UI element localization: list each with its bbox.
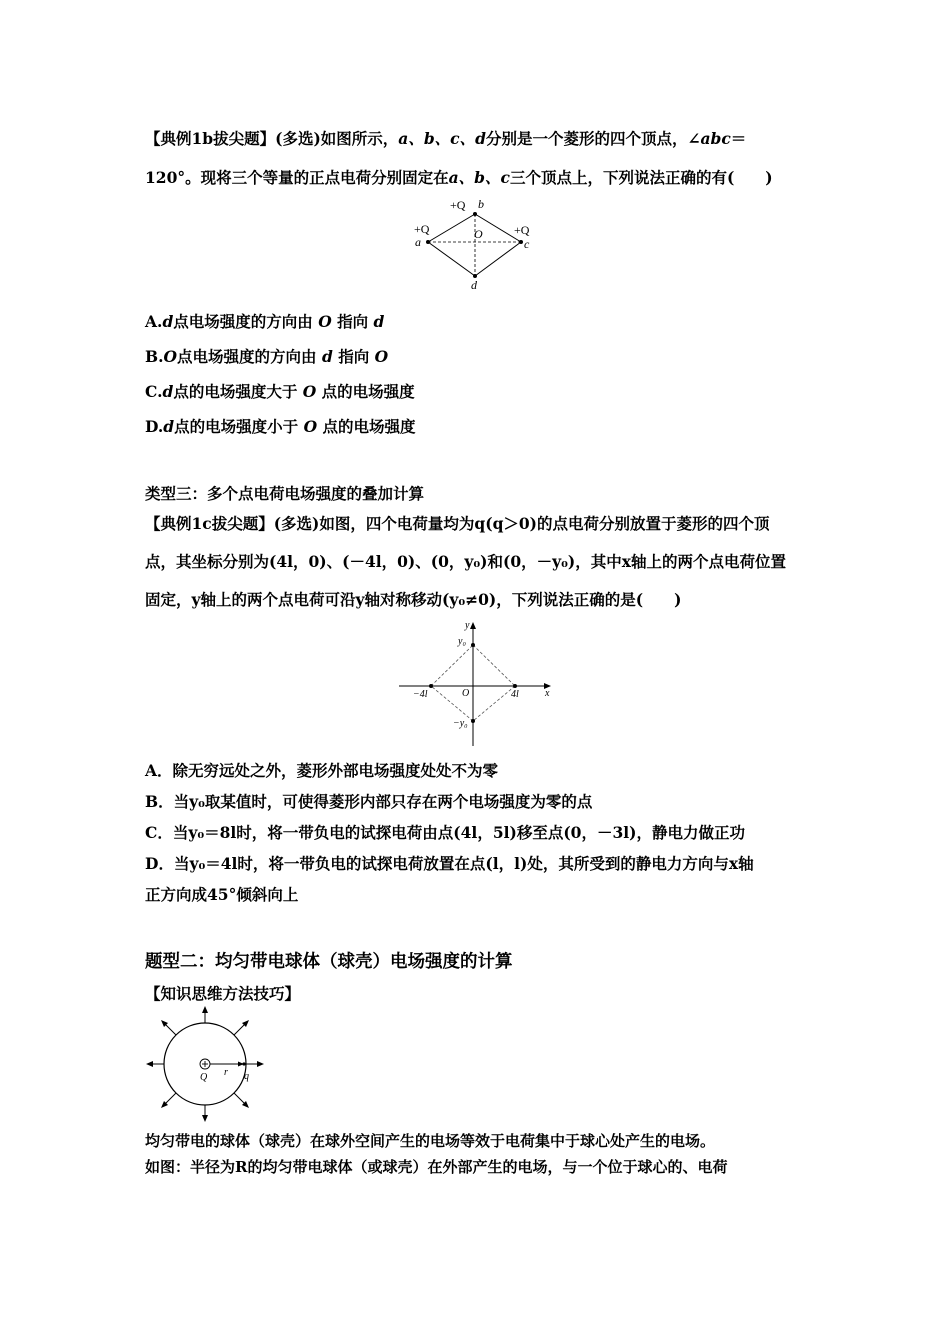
label-c: c	[524, 237, 530, 251]
rhombus-edge-3	[473, 686, 515, 721]
neg-y0-label: −y₀	[453, 718, 468, 729]
field-arrow-down	[202, 1115, 208, 1122]
charge-c-label: +Q	[514, 223, 530, 237]
ex1b-question-line2: 120°。现将三个等量的正点电荷分别固定在a、b、c三个顶点上，下列说法正确的有( )	[145, 168, 773, 187]
ex1b-question-line1: 【典例1b拔尖题】(多选)如图所示，a、b、c、d分别是一个菱形的四个顶点，∠abc＝	[145, 129, 747, 148]
ex1b-option-c: C.d点的电场强度大于 O 点的电场强度	[145, 382, 415, 401]
type3-heading: 类型三：多个点电荷电场强度的叠加计算	[145, 484, 425, 503]
axes-rhombus-figure	[395, 618, 560, 750]
ex1c-option-c: C．当y₀＝8l时，将一带负电的试探电荷由点(4l，5l)移至点(0，－3l)，静电力做正功	[145, 823, 745, 842]
rhombus-edge-2	[473, 645, 515, 686]
field-arrow-right	[257, 1061, 264, 1067]
charge-left	[429, 684, 433, 688]
ex1c-question-line3: 固定，y轴上的两个点电荷可沿y轴对称移动(y₀≠0)，下列说法正确的是( )	[145, 590, 682, 609]
label-a: a	[415, 235, 421, 249]
rhombus-edge-ab	[428, 214, 475, 242]
section2-heading: 题型二：均匀带电球体（球壳）电场强度的计算	[145, 952, 513, 972]
axis-y-label: y	[465, 620, 470, 631]
test-charge	[242, 1062, 245, 1065]
origin-label: O	[462, 688, 470, 699]
charge-b-label: +Q	[450, 198, 466, 212]
ex1c-question-line2: 点，其坐标分别为(4l，0)、(－4l，0)、(0，y₀)和(0，－y₀)，其中x轴上的两个点电荷位置	[145, 552, 786, 571]
ex1c-option-a: A．除无穷远处之外，菱形外部电场强度处处不为零	[145, 761, 499, 780]
ex1c-option-d-continued: 正方向成45°倾斜向上	[145, 885, 299, 904]
label-b: b	[478, 197, 484, 211]
ex1c-option-d: D．当y₀＝4l时，将一带负电的试探电荷放置在点(l，l)处，其所受到的静电力方向与x轴	[145, 854, 754, 873]
charge-right	[513, 684, 517, 688]
point-b	[473, 212, 477, 216]
label-d: d	[471, 278, 477, 292]
charged-sphere-figure	[142, 1006, 268, 1122]
ex1b-option-d: D.d点的电场强度小于 O 点的电场强度	[145, 417, 416, 436]
center-label: Q	[200, 1072, 208, 1083]
rhombus-edge-1	[431, 645, 473, 686]
charge-a-label: +Q	[414, 222, 430, 236]
axis-x-label: x	[545, 688, 550, 699]
body-paragraph-line2: 如图：半径为R的均匀带电球体（或球壳）在外部产生的电场，与一个位于球心的、电荷	[145, 1158, 728, 1176]
point-a	[426, 240, 430, 244]
y0-label: y₀	[458, 636, 466, 647]
test-charge-label: q	[244, 1071, 249, 1082]
ex1b-option-a: A.d点电场强度的方向由 O 指向 d	[145, 312, 385, 331]
ex1b-option-b: B.O点电场强度的方向由 d 指向 O	[145, 347, 389, 366]
charge-top	[471, 643, 475, 647]
rhombus-figure	[410, 196, 540, 292]
pos4l-label: 4l	[511, 689, 519, 700]
point-c	[519, 240, 523, 244]
rhombus-edge-da	[428, 242, 475, 276]
ex1c-option-b: B．当y₀取某值时，可使得菱形内部只存在两个电场强度为零的点	[145, 792, 593, 811]
charge-bottom	[471, 719, 475, 723]
field-arrow-left	[146, 1061, 153, 1067]
tips-heading: 【知识思维方法技巧】	[145, 984, 301, 1003]
field-arrow-up	[202, 1006, 208, 1013]
rhombus-edge-cd	[475, 242, 521, 276]
body-paragraph-line1: 均匀带电的球体（球壳）在球外空间产生的电场等效于电荷集中于球心处产生的电场。	[145, 1132, 716, 1150]
ex1c-question-line1: 【典例1c拔尖题】(多选)如图，四个电荷量均为q(q＞0)的点电荷分别放置于菱形的四个顶	[145, 514, 770, 533]
label-o: O	[474, 227, 483, 241]
neg4l-label: −4l	[413, 689, 428, 700]
radius-label: r	[224, 1067, 228, 1078]
y-axis-arrow	[470, 622, 476, 629]
